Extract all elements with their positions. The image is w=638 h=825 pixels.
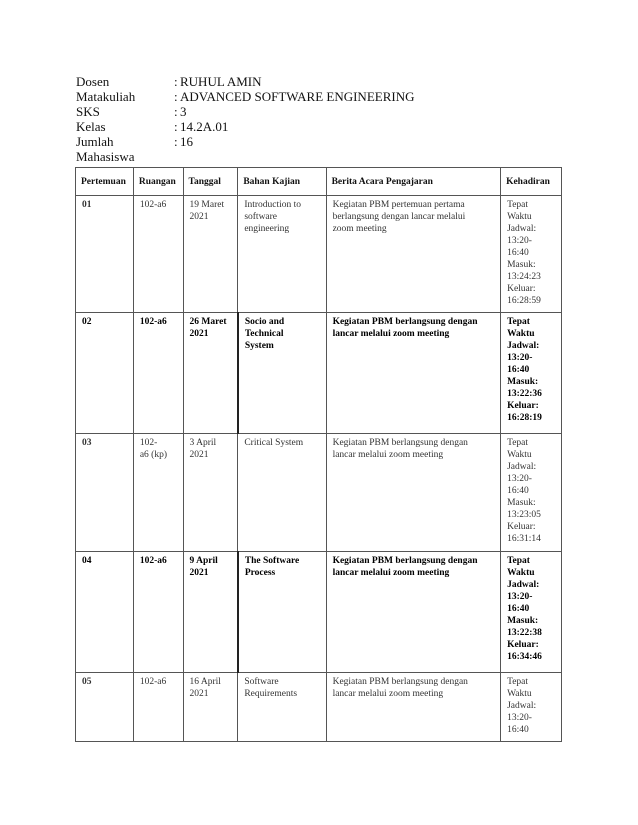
bahan-line: The Software (244, 556, 300, 566)
kehadiran-line: Waktu (507, 568, 535, 578)
ruangan-cell (133, 673, 183, 742)
berita-line: Kegiatan PBM berlangsung dengan (332, 556, 478, 566)
kehadiran-line: Waktu (507, 329, 535, 339)
kehadiran-line: 16:40 (507, 604, 530, 614)
header-value: 14.2A.01 (180, 119, 229, 134)
bahan-kajian-cell (238, 552, 326, 673)
table-row (76, 313, 562, 434)
tanggal-cell (183, 434, 238, 552)
kehadiran-line: Tepat (507, 317, 530, 327)
ruangan-line: 102-a6 (139, 200, 167, 210)
header-separator: : (174, 134, 178, 149)
table-header-row (76, 168, 562, 196)
kehadiran-line: Waktu (507, 450, 532, 460)
header-row-sks (76, 104, 414, 119)
kehadiran-line: Keluar: (507, 284, 536, 294)
table-row (76, 196, 562, 313)
ruangan-line: 102-a6 (139, 677, 167, 687)
kehadiran-line: 13:24:23 (507, 272, 541, 282)
bahan-line: Requirements (244, 689, 298, 699)
berita-line: Kegiatan PBM berlangsung dengan (332, 317, 478, 327)
kehadiran-line: Tepat (507, 438, 529, 448)
kehadiran-cell (501, 434, 562, 552)
bahan-line: engineering (244, 224, 290, 234)
kehadiran-line: Jadwal: (507, 701, 537, 711)
tanggal-line: 19 Maret (189, 200, 225, 210)
bahan-line: Socio and (244, 317, 285, 327)
berita-acara-cell (326, 196, 501, 313)
kehadiran-line: 16:34:46 (507, 652, 542, 662)
kehadiran-line: 16:28:19 (507, 413, 542, 423)
column-header-kehadiran: Kehadiran (501, 168, 562, 196)
kehadiran-line: 13:20- (507, 353, 533, 363)
kehadiran-line: Jadwal: (507, 224, 537, 234)
table-row (76, 434, 562, 552)
header-label: SKS (76, 104, 100, 119)
kehadiran-line: 13:23:05 (507, 510, 541, 520)
berita-acara-cell (326, 434, 501, 552)
bahan-line: Technical (244, 329, 284, 339)
bahan-kajian-cell (238, 196, 326, 313)
bahan-line: Introduction to (244, 200, 302, 210)
kehadiran-line: Masuk: (507, 377, 539, 387)
tanggal-cell (183, 313, 238, 434)
kehadiran-line: Keluar: (507, 401, 539, 411)
berita-line: Kegiatan PBM berlangsung dengan (332, 677, 468, 687)
kehadiran-line: 13:20- (507, 474, 532, 484)
header-label: Kelas (76, 119, 106, 134)
pertemuan-cell: 02 (76, 313, 134, 434)
header-separator: : (174, 89, 178, 104)
bahan-line: System (244, 341, 274, 351)
header-row-jumlah-mahasiswa (76, 134, 414, 164)
kehadiran-line: Keluar: (507, 640, 539, 650)
ruangan-line: 102- (139, 438, 158, 448)
berita-line: lancar melalui zoom meeting (332, 689, 444, 699)
berita-line: lancar melalui zoom meeting (332, 450, 444, 460)
header-value: 3 (180, 104, 187, 119)
kehadiran-line: 13:20- (507, 236, 532, 246)
meeting-record-table (75, 167, 562, 742)
header-value: 16 (180, 134, 193, 149)
tanggal-cell (183, 552, 238, 673)
bahan-line: software (244, 212, 278, 222)
ruangan-cell (133, 313, 183, 434)
tanggal-cell (183, 196, 238, 313)
kehadiran-cell (501, 552, 562, 673)
pertemuan-cell: 03 (76, 434, 134, 552)
column-header-bahan-kajian: Bahan Kajian (238, 168, 326, 196)
table-row (76, 673, 562, 742)
pertemuan-cell: 05 (76, 673, 134, 742)
tanggal-line: 3 April (189, 438, 217, 448)
ruangan-cell (133, 434, 183, 552)
tanggal-cell (183, 673, 238, 742)
berita-acara-cell (326, 313, 501, 434)
tanggal-line: 26 Maret (189, 317, 227, 327)
header-label: Dosen (76, 74, 110, 89)
kehadiran-cell (501, 673, 562, 742)
kehadiran-line: Tepat (507, 200, 529, 210)
kehadiran-line: 13:22:38 (507, 628, 542, 638)
kehadiran-line: Waktu (507, 689, 532, 699)
column-header-tanggal: Tanggal (183, 168, 238, 196)
tanggal-line: 2021 (189, 329, 209, 339)
berita-line: zoom meeting (332, 224, 387, 234)
bahan-line: Critical System (244, 438, 304, 448)
tanggal-line: 2021 (189, 212, 209, 222)
kehadiran-line: Jadwal: (507, 341, 540, 351)
header-row-kelas (76, 119, 414, 134)
header-separator: : (174, 119, 178, 134)
berita-line: berlangsung dengan lancar melalui (332, 212, 466, 222)
ruangan-cell (133, 196, 183, 313)
tanggal-line: 2021 (189, 689, 209, 699)
berita-line: Kegiatan PBM berlangsung dengan (332, 438, 468, 448)
kehadiran-line: 16:40 (507, 725, 529, 735)
kehadiran-line: 16:40 (507, 486, 529, 496)
column-header-berita-acara: Berita Acara Pengajaran (326, 168, 501, 196)
ruangan-cell (133, 552, 183, 673)
tanggal-line: 16 April (189, 677, 221, 687)
course-header (76, 74, 414, 164)
berita-line: Kegiatan PBM pertemuan pertama (332, 200, 465, 210)
ruangan-line: 102-a6 (139, 317, 167, 327)
kehadiran-line: 16:31:14 (507, 534, 541, 544)
tanggal-line: 2021 (189, 568, 209, 578)
berita-line: lancar melalui zoom meeting (332, 568, 450, 578)
kehadiran-line: Jadwal: (507, 462, 537, 472)
bahan-line: Software (244, 677, 279, 687)
ruangan-line: a6 (kp) (139, 450, 167, 460)
kehadiran-line: 16:40 (507, 248, 529, 258)
kehadiran-line: 13:20- (507, 592, 533, 602)
berita-acara-cell (326, 552, 501, 673)
tanggal-line: 2021 (189, 450, 209, 460)
header-separator: : (174, 74, 178, 89)
kehadiran-line: Jadwal: (507, 580, 540, 590)
bahan-kajian-cell (238, 434, 326, 552)
kehadiran-line: Tepat (507, 556, 530, 566)
column-header-pertemuan: Pertemuan (76, 168, 134, 196)
pertemuan-cell: 01 (76, 196, 134, 313)
bahan-kajian-cell (238, 673, 326, 742)
header-label: Jumlah Mahasiswa (76, 134, 135, 164)
kehadiran-cell (501, 196, 562, 313)
header-value: RUHUL AMIN (180, 74, 262, 89)
kehadiran-line: 13:22:36 (507, 389, 542, 399)
kehadiran-line: Waktu (507, 212, 532, 222)
berita-line: lancar melalui zoom meeting (332, 329, 450, 339)
header-label: Matakuliah (76, 89, 136, 104)
kehadiran-line: Masuk: (507, 616, 539, 626)
berita-acara-cell (326, 673, 501, 742)
header-row-matakuliah (76, 89, 414, 104)
column-header-ruangan: Ruangan (133, 168, 183, 196)
table-row (76, 552, 562, 673)
ruangan-line: 102-a6 (139, 556, 167, 566)
pertemuan-cell: 04 (76, 552, 134, 673)
kehadiran-line: Masuk: (507, 498, 536, 508)
header-row-dosen (76, 74, 414, 89)
header-separator: : (174, 104, 178, 119)
kehadiran-line: Keluar: (507, 522, 536, 532)
bahan-kajian-cell (238, 313, 326, 434)
kehadiran-line: Tepat (507, 677, 529, 687)
tanggal-line: 9 April (189, 556, 218, 566)
kehadiran-cell (501, 313, 562, 434)
header-value: ADVANCED SOFTWARE ENGINEERING (180, 89, 415, 104)
kehadiran-line: 16:28:59 (507, 296, 541, 306)
kehadiran-line: 16:40 (507, 365, 530, 375)
kehadiran-line: 13:20- (507, 713, 532, 723)
kehadiran-line: Masuk: (507, 260, 536, 270)
bahan-line: Process (244, 568, 276, 578)
